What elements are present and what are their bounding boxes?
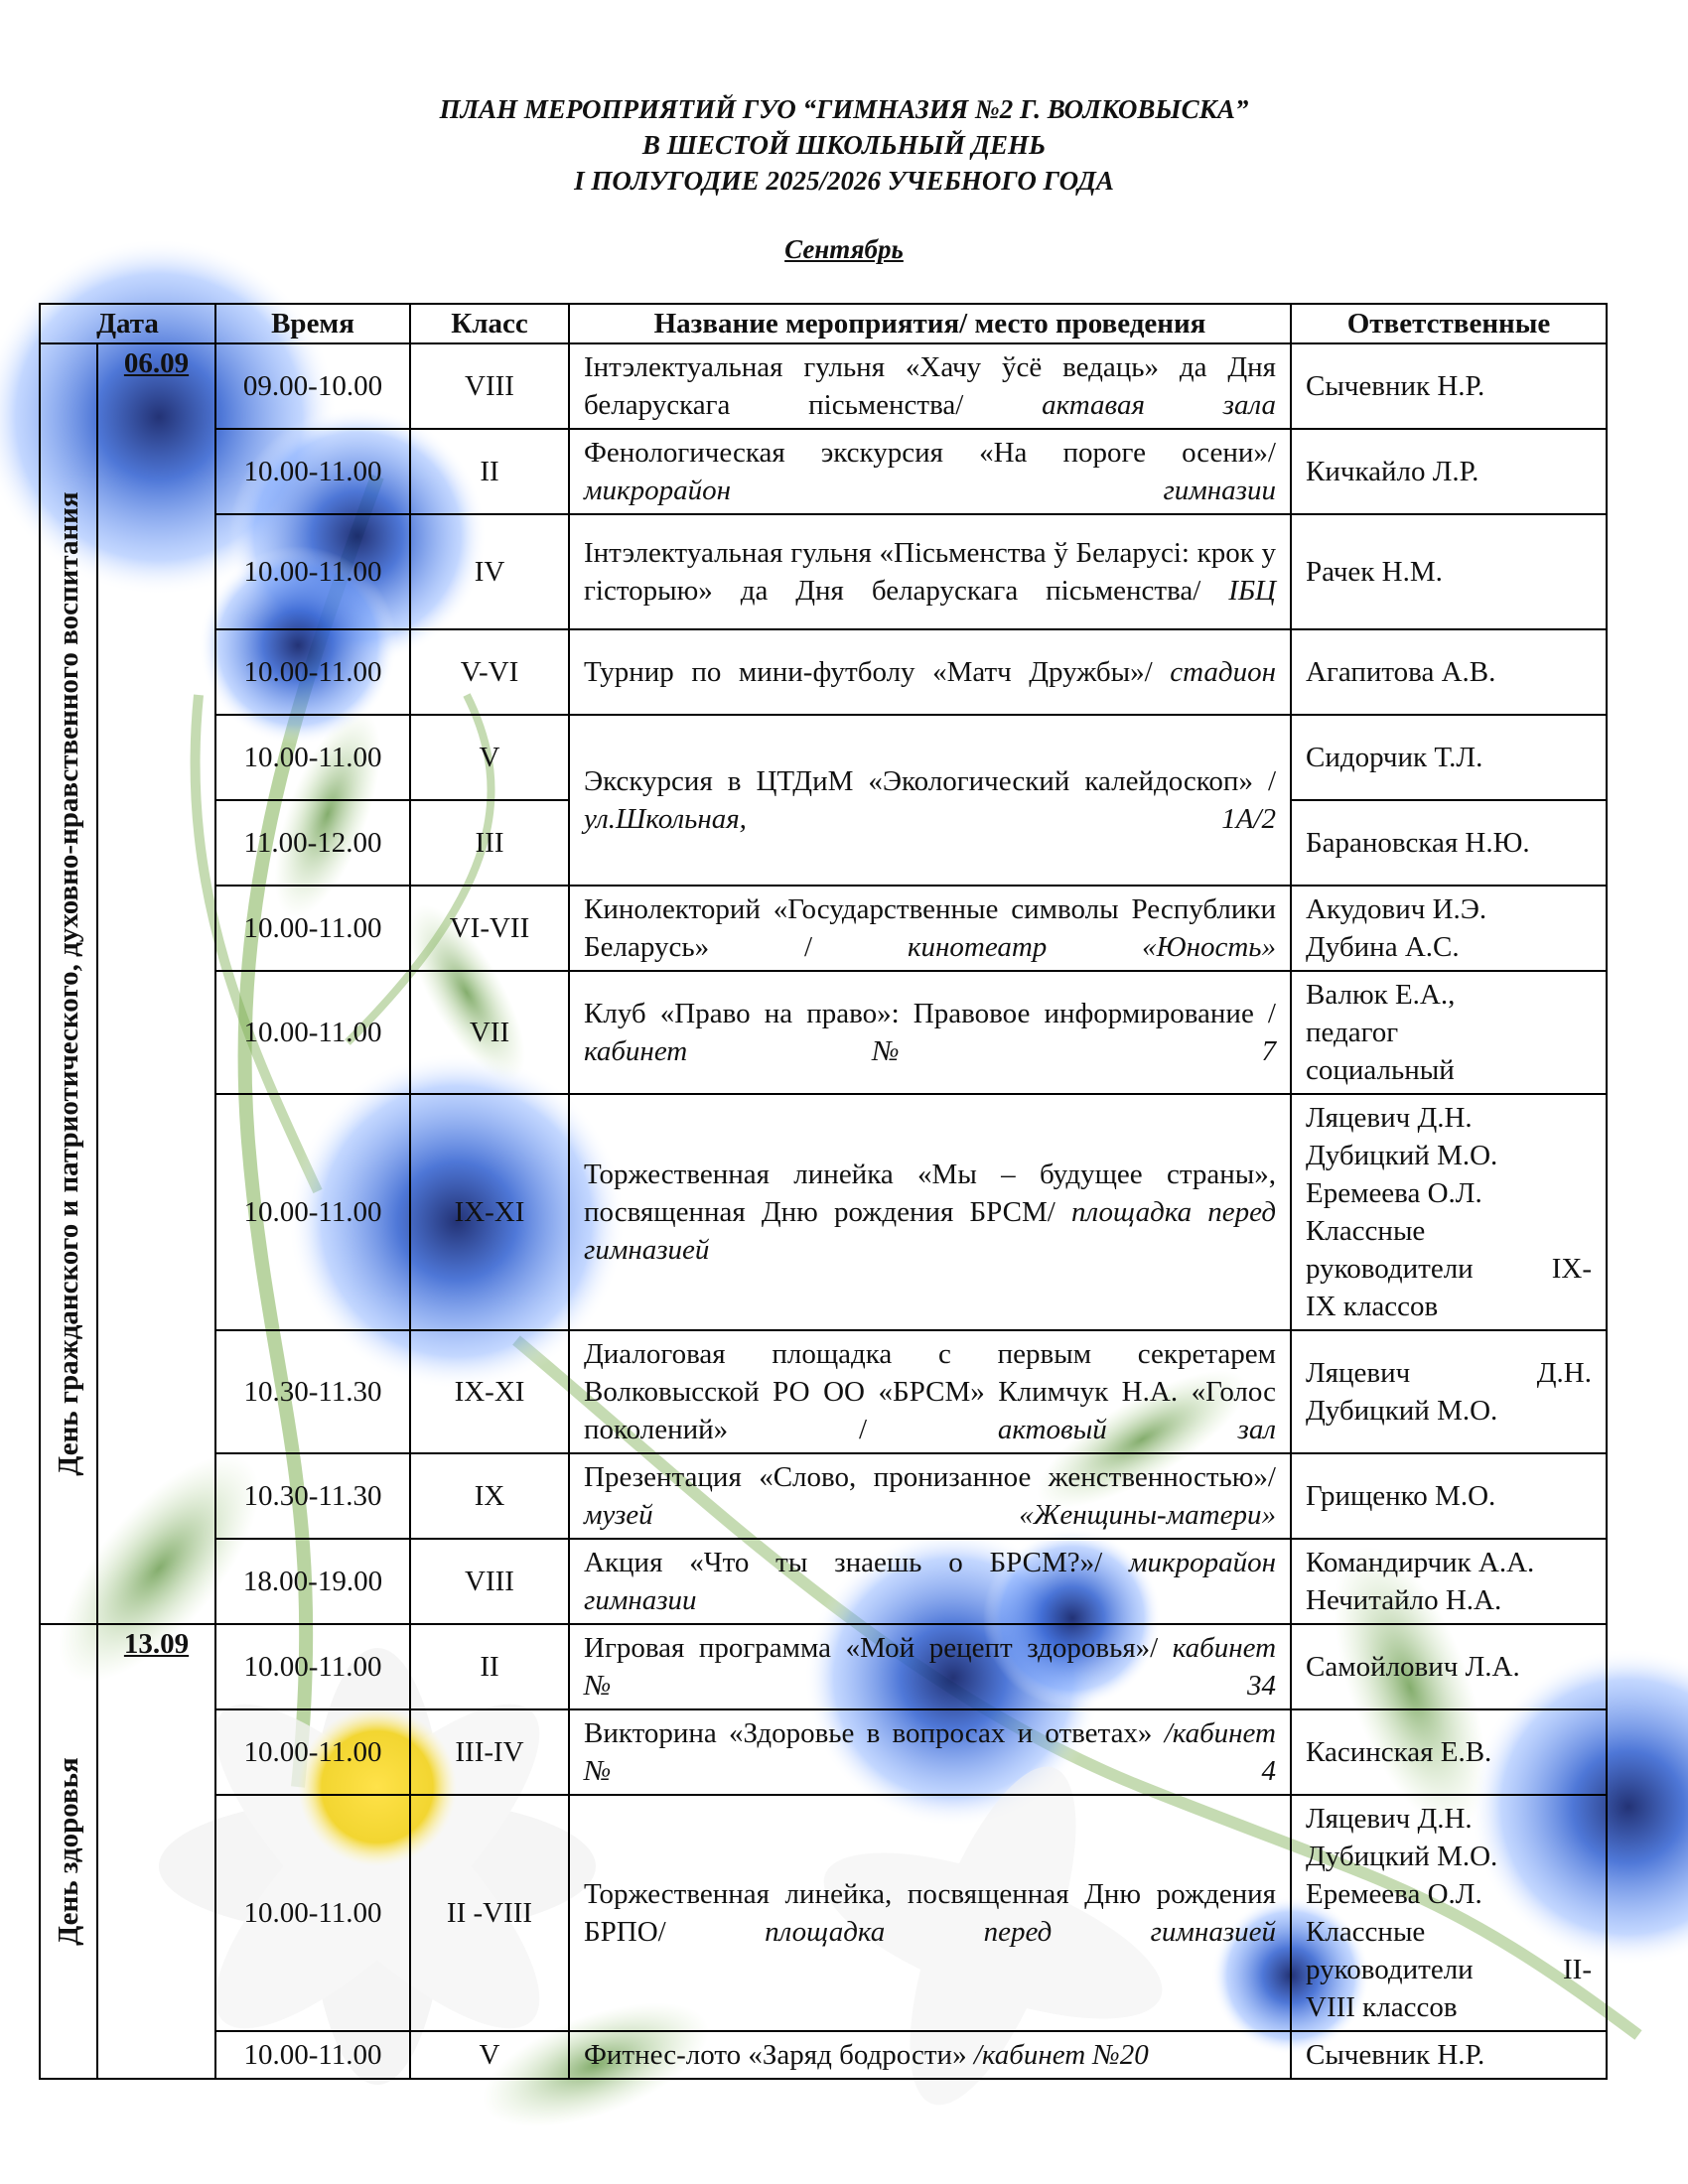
event-place: музей «Женщины-матери»: [584, 1499, 1276, 1531]
event-place: актовый зал: [997, 1414, 1276, 1445]
responsible-cell: [1291, 886, 1607, 971]
table-row: [40, 1709, 1607, 1795]
event-cell: [569, 343, 1291, 429]
event-cell: [569, 971, 1291, 1094]
table-row: [40, 429, 1607, 514]
title-line-2: В ШЕСТОЙ ШКОЛЬНЫЙ ДЕНЬ: [641, 130, 1047, 160]
table-row: [40, 343, 1607, 429]
class-cell: II -VIII: [410, 1795, 569, 2031]
responsible-name: Самойлович Л.А.: [1306, 1651, 1520, 1683]
table-row: [40, 1094, 1607, 1330]
time-cell: 10.00-11.00: [215, 2031, 410, 2079]
header-date: Дата: [40, 304, 215, 343]
responsible-name: Дубицкий М.О.: [1306, 1140, 1498, 1171]
event-name: Акция «Что ты знаешь о БРСМ?»/: [584, 1547, 1103, 1578]
responsible-name: Ляцевич Д.Н.: [1306, 1102, 1473, 1134]
class-cell: IX-XI: [410, 1330, 569, 1453]
date-cell: 06.09: [97, 343, 215, 1624]
theme-cell: [40, 343, 97, 1624]
time-cell: 10.30-11.30: [215, 1453, 410, 1539]
event-place: ІБЦ: [1228, 575, 1276, 607]
event-place: /кабинет №20: [973, 2039, 1149, 2071]
responsible-name: Сычевник Н.Р.: [1306, 370, 1485, 402]
responsible-name: руководители IX-: [1306, 1253, 1592, 1285]
event-place: стадион: [1170, 656, 1276, 688]
responsible-name: Валюк Е.А.,: [1306, 979, 1456, 1011]
table-header-row: [40, 304, 1607, 343]
responsible-name: Кичкайло Л.Р.: [1306, 456, 1479, 487]
title-line-1: ПЛАН МЕРОПРИЯТИЙ ГУО “ГИМНАЗИЯ №2 Г. ВОЛКОВЫСКА”: [439, 94, 1249, 124]
theme-label: День гражданского и патриотического, духовно-нравственного воспитания: [53, 491, 84, 1476]
responsible-cell: [1291, 2031, 1607, 2079]
title-line-3: I ПОЛУГОДИЕ 2025/2026 УЧЕБНОГО ГОДА: [574, 166, 1114, 196]
responsible-cell: [1291, 1330, 1607, 1453]
event-name: Презентация «Слово, пронизанное женственностью»/: [584, 1461, 1276, 1493]
time-cell: 10.00-11.00: [215, 1709, 410, 1795]
responsible-cell: [1291, 1094, 1607, 1330]
responsible-cell: [1291, 1539, 1607, 1624]
responsible-cell: [1291, 971, 1607, 1094]
event-cell: [569, 429, 1291, 514]
event-place: актавая зала: [1042, 389, 1276, 421]
time-cell: 10.00-11.00: [215, 715, 410, 800]
event-cell: [569, 1539, 1291, 1624]
event-place: кабинет №34: [584, 1632, 1277, 1702]
event-place: кинотеатр «Юность»: [907, 931, 1277, 963]
table-row: [40, 886, 1607, 971]
class-cell: IX-XI: [410, 1094, 569, 1330]
event-name: Кинолекторий «Государственные символы Республики Беларусь» /: [584, 893, 1276, 963]
time-cell: 09.00-10.00: [215, 343, 410, 429]
responsible-cell: [1291, 1624, 1607, 1709]
table-row: [40, 1795, 1607, 2031]
event-cell: [569, 514, 1291, 629]
event-name: Інтэлектуальная гульня «Пісьменства ў Беларусі: крок у гісторыю» да Дня беларускага пісьменства/: [584, 537, 1276, 607]
event-cell: [569, 1453, 1291, 1539]
event-name: Экскурсия в ЦТДиМ «Экологический калейдоскоп» /: [584, 765, 1276, 797]
time-cell: 10.00-11.00: [215, 429, 410, 514]
event-name: Турнир по мини-футболу «Матч Дружбы»/: [584, 656, 1153, 688]
responsible-name: социальный: [1306, 1054, 1455, 1086]
responsible-name: Агапитова А.В.: [1306, 656, 1496, 688]
responsible-name: Классные: [1306, 1916, 1426, 1948]
table-row: [40, 1539, 1607, 1624]
event-name: Фенологическая экскурсия «На пороге осени»/: [584, 437, 1276, 469]
table-row: [40, 971, 1607, 1094]
class-cell: IV: [410, 514, 569, 629]
event-place: кабинет № 7: [584, 1035, 1276, 1067]
theme-cell: [40, 1624, 97, 2079]
header-responsible: Ответственные: [1291, 304, 1607, 343]
time-cell: 10.30-11.30: [215, 1330, 410, 1453]
event-name: Диалоговая площадка с первым секретарем Волковысской РО ОО «БРСМ» Климчук Н.А. «Голос поколений» /: [584, 1338, 1276, 1445]
event-place: площадка перед гимназией: [765, 1916, 1277, 1948]
table-row: [40, 1624, 1607, 1709]
responsible-name: Дубицкий М.О.: [1306, 1841, 1498, 1872]
class-cell: VIII: [410, 1539, 569, 1624]
table-row: [40, 629, 1607, 715]
event-cell: [569, 886, 1291, 971]
responsible-name: Дубина А.С.: [1306, 931, 1460, 963]
class-cell: VI-VII: [410, 886, 569, 971]
time-cell: 10.00-11.00: [215, 971, 410, 1094]
responsible-name: руководители II-: [1306, 1954, 1592, 1985]
event-name: Фитнес-лото «Заряд бодрости»: [584, 2039, 967, 2071]
table-row: [40, 1453, 1607, 1539]
table-row: [40, 1330, 1607, 1453]
event-name: Игровая программа «Мой рецепт здоровья»/: [584, 1632, 1159, 1664]
responsible-cell: [1291, 343, 1607, 429]
responsible-cell: [1291, 1709, 1607, 1795]
responsible-name: Грищенко М.О.: [1306, 1480, 1496, 1512]
responsible-name: Барановская Н.Ю.: [1306, 827, 1530, 859]
class-cell: VIII: [410, 343, 569, 429]
event-name: Клуб «Право на право»: Правовое информирование /: [584, 998, 1276, 1029]
event-cell: [569, 1094, 1291, 1330]
event-place: ул.Школьная, 1А/2: [584, 803, 1276, 835]
event-name: Торжественная линейка «Мы – будущее страны», посвященная Дню рождения БРСМ/: [584, 1159, 1276, 1228]
event-place: площадка перед гимназией: [584, 1196, 1276, 1266]
class-cell: III: [410, 800, 569, 886]
time-cell: 10.00-11.00: [215, 1094, 410, 1330]
class-cell: VII: [410, 971, 569, 1094]
responsible-name: Рачек Н.М.: [1306, 556, 1443, 588]
responsible-name: IX классов: [1306, 1291, 1439, 1322]
event-cell: [569, 629, 1291, 715]
responsible-name: Сидорчик Т.Л.: [1306, 742, 1483, 773]
date-cell: 13.09: [97, 1624, 215, 2079]
event-cell: [569, 1795, 1291, 2031]
table-row: [40, 514, 1607, 629]
header-class: Класс: [410, 304, 569, 343]
responsible-cell: [1291, 800, 1607, 886]
event-cell: [569, 1709, 1291, 1795]
time-cell: 10.00-11.00: [215, 514, 410, 629]
time-cell: 11.00-12.00: [215, 800, 410, 886]
class-cell: III-IV: [410, 1709, 569, 1795]
event-place: /кабинет №4: [584, 1717, 1276, 1787]
event-cell: [569, 1624, 1291, 1709]
event-cell: [569, 2031, 1291, 2079]
class-cell: II: [410, 429, 569, 514]
class-cell: V: [410, 715, 569, 800]
responsible-name: педагог: [1306, 1017, 1399, 1048]
event-cell: [569, 715, 1291, 886]
responsible-name: Касинская Е.В.: [1306, 1736, 1492, 1768]
responsible-name: Командирчик А.А.: [1306, 1547, 1535, 1578]
time-cell: 10.00-11.00: [215, 629, 410, 715]
event-name: Інтэлектуальная гульня «Хачу ўсё ведаць» да Дня беларускага пісьменства/: [584, 351, 1276, 421]
class-cell: V: [410, 2031, 569, 2079]
responsible-name: Классные: [1306, 1215, 1426, 1247]
responsible-cell: [1291, 1795, 1607, 2031]
time-cell: 10.00-11.00: [215, 886, 410, 971]
responsible-name: Ляцевич Д.Н.: [1306, 1357, 1592, 1389]
header-time: Время: [215, 304, 410, 343]
time-cell: 10.00-11.00: [215, 1795, 410, 2031]
responsible-name: Нечитайло Н.А.: [1306, 1584, 1502, 1616]
responsible-cell: [1291, 715, 1607, 800]
page-title: [0, 91, 1688, 199]
table-row: [40, 2031, 1607, 2079]
time-cell: 18.00-19.00: [215, 1539, 410, 1624]
time-cell: 10.00-11.00: [215, 1624, 410, 1709]
event-cell: [569, 1330, 1291, 1453]
responsible-name: Дубицкий М.О.: [1306, 1395, 1498, 1427]
responsible-cell: [1291, 629, 1607, 715]
events-table: [39, 303, 1608, 2080]
event-name: Торжественная линейка, посвященная Дню рождения БРПО/: [584, 1878, 1276, 1948]
event-name: Викторина «Здоровье в вопросах и ответах»: [584, 1717, 1153, 1749]
theme-label: День здоровья: [53, 1757, 84, 1946]
event-place: микрорайон гимназии: [584, 1547, 1276, 1616]
header-event: Название мероприятия/ место проведения: [569, 304, 1291, 343]
event-place: микрорайон гимназии: [584, 475, 1276, 506]
table-row: [40, 715, 1607, 800]
responsible-name: Еремеева О.Л.: [1306, 1878, 1482, 1910]
responsible-name: VIII классов: [1306, 1991, 1458, 2023]
class-cell: II: [410, 1624, 569, 1709]
responsible-name: Ляцевич Д.Н.: [1306, 1803, 1473, 1835]
responsible-cell: [1291, 514, 1607, 629]
responsible-cell: [1291, 1453, 1607, 1539]
responsible-name: Еремеева О.Л.: [1306, 1177, 1482, 1209]
class-cell: IX: [410, 1453, 569, 1539]
class-cell: V-VI: [410, 629, 569, 715]
responsible-name: Акудович И.Э.: [1306, 893, 1487, 925]
responsible-cell: [1291, 429, 1607, 514]
month-heading: Сентябрь: [784, 234, 904, 264]
responsible-name: Сычевник Н.Р.: [1306, 2039, 1485, 2071]
